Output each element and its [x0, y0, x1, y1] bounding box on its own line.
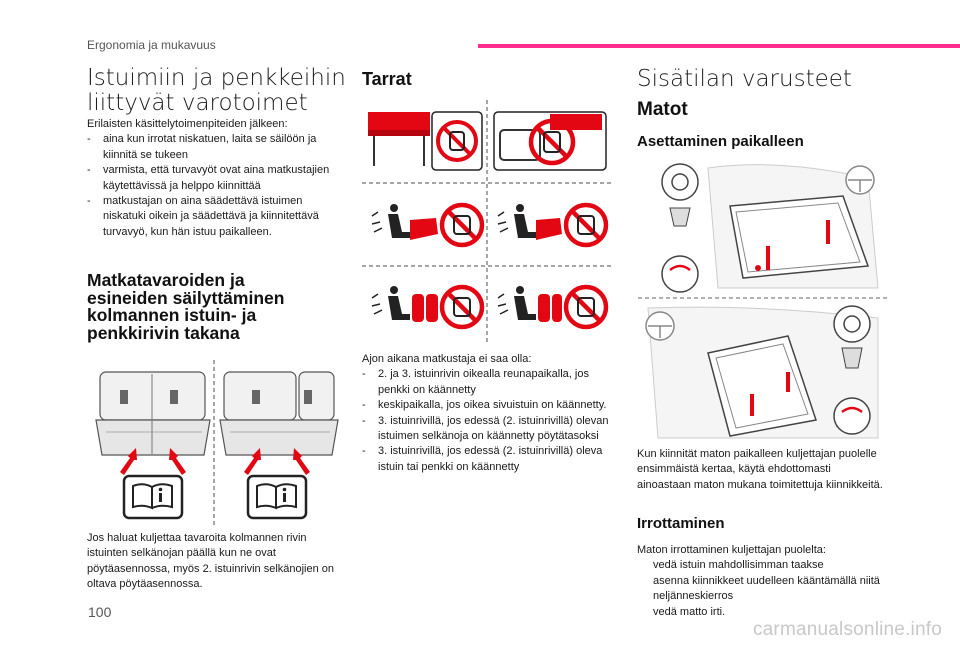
col1-intro: Erilaisten käsittelytoimenpiteiden jälkeen: [87, 118, 288, 130]
list-item: vedä matto irti. [653, 605, 726, 618]
col3-bullet-list [637, 558, 892, 620]
mat-top-scene [662, 164, 878, 292]
col3-install-text: Kun kiinnität maton paikalleen kuljettajan puolelle ensimmäistä kertaa, käytä ehdottomasti ainoastaan maton mukana toimitettuja kiinnikkeitä. [637, 448, 883, 491]
col2-text [362, 352, 620, 475]
col1-precautions [87, 117, 347, 240]
col1-subtitle [87, 272, 284, 342]
mat-bottom-scene [646, 306, 878, 438]
col1-title-line2: liittyvät varotoimet [87, 90, 308, 116]
clip-detail [662, 164, 698, 200]
col3-heading-install: Asettaminen paikalleen [637, 133, 804, 150]
col2-bullet-list [362, 367, 620, 475]
label-airbag-child-seat [372, 204, 482, 245]
col1-title-line1: Istuimiin ja penkkeihin [87, 65, 346, 91]
col1-bottom-text: Jos haluat kuljettaa tavaroita kolmannen rivin istuinten selkänojan päällä kun ne ovat pöytäasennossa, myös 2. istuinrivin selkänojien on oltava pöytäasennossa. [87, 532, 335, 591]
manual-book-icon [124, 476, 182, 518]
col3-subtitle: Matot [637, 99, 688, 120]
col1-subtitle-line: penkkirivin takana [87, 322, 240, 343]
list-item: - 2. ja 3. istuinrivin oikealla reunapaikalla, jos penkki on käännetty [362, 368, 589, 396]
label-airbag-side [498, 286, 606, 327]
list-item: - 3. istuinrivillä, jos edessä (2. istuinrivillä) oleva istuin tai penkki on käännetty [362, 445, 603, 473]
col1-bullet-list [87, 132, 347, 240]
label-bench-forward [368, 112, 482, 170]
list-item: - matkustajan on aina säädettävä istuimen niskatuki oikein ja säädettävä ja kiinnitettävä turvavyö, kun hän istuu paikalleen. [87, 195, 319, 238]
floor-mat-illustration [638, 158, 888, 440]
manual-book-icon [248, 476, 306, 518]
list-item: - 3. istuinrivillä, jos edessä (2. istuinrivillä) olevan istuimen selkänoja on käännetty pöytätasoksi [362, 414, 609, 443]
col3-remove-text [637, 543, 892, 620]
label-airbag-child-seat [498, 204, 606, 245]
section-label: Ergonomia ja mukavuus [87, 38, 216, 52]
label-airbag-side [372, 286, 482, 327]
col2-title: Tarrat [362, 69, 412, 89]
bench-seat-left [96, 372, 210, 455]
page-number: 100 [88, 604, 112, 620]
bench-seat-right [220, 372, 338, 455]
floor-mat [730, 196, 868, 278]
col1-subtitle-line: esineiden säilyttäminen [87, 287, 285, 308]
list-item: asenna kiinnikkeet uudelleen kääntämällä niitä neljänneskierros [653, 574, 880, 603]
col1-title [87, 66, 346, 116]
col1-subtitle-line: Matkatavaroiden ja [87, 270, 245, 290]
warning-labels-illustration [362, 100, 612, 345]
col3-heading-remove: Irrottaminen [637, 515, 725, 532]
list-item: - keskipaikalla, jos oikea sivuistuin on käännetty. [362, 399, 607, 412]
section-accent-bar [478, 44, 960, 48]
col3-title: Sisätilan varusteet [637, 66, 852, 92]
col2-intro: Ajon aikana matkustaja ei saa olla: [362, 353, 532, 365]
label-bench-rotated [494, 112, 606, 170]
col3-remove-intro: Maton irrottaminen kuljettajan puolelta: [637, 544, 826, 556]
watermark: carmanualsonline.info [752, 619, 942, 640]
clip-detail [834, 306, 870, 342]
clip-detail [834, 398, 870, 434]
rear-seats-illustration [92, 360, 342, 525]
clip-detail [662, 256, 698, 292]
col1-subtitle-line: kolmannen istuin- ja [87, 305, 257, 325]
list-item: - varmista, että turvavyöt ovat aina matkustajien käytettävissä ja helppo kiinnittää [87, 164, 330, 192]
list-item: - aina kun irrotat niskatuen, laita se säilöön ja kiinnitä se tukeen [87, 133, 317, 161]
list-item: vedä istuin mahdollisimman taakse [653, 559, 824, 572]
